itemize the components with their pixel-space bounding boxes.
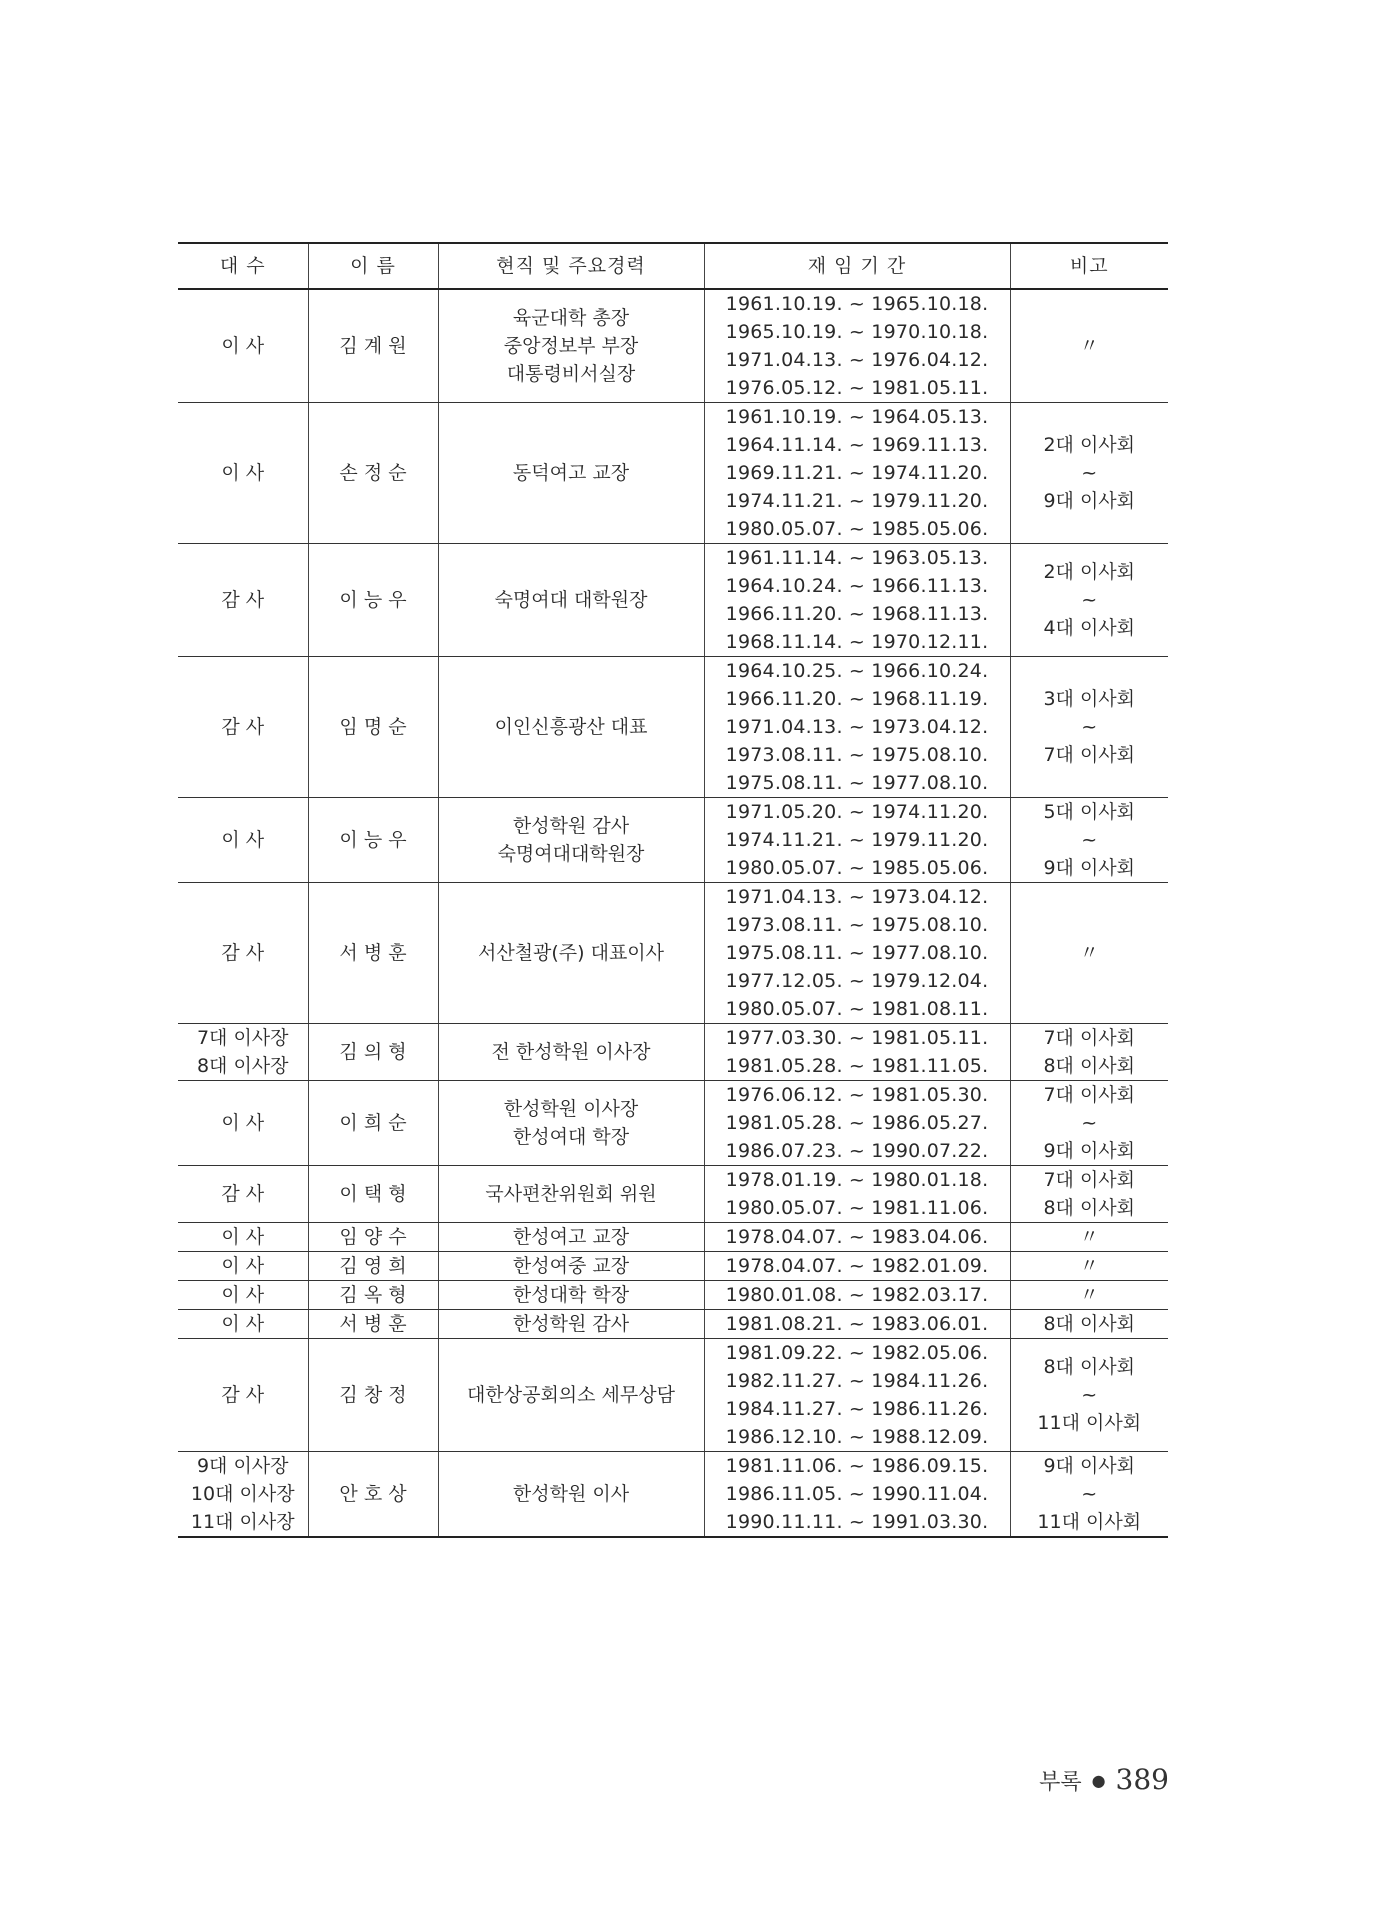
term-line: 1984.11.27. ~ 1986.11.26. (725, 1398, 989, 1420)
term-line: 1980.01.08. ~ 1982.03.17. (725, 1284, 989, 1306)
career-line: 동덕여고 교장 (512, 462, 630, 484)
note-line: 8대 이사회 (1043, 1055, 1136, 1077)
cell-rank (178, 289, 308, 403)
term-line: 1981.11.06. ~ 1986.09.15. (725, 1455, 989, 1477)
cell-name (308, 798, 438, 883)
cell-note (1010, 289, 1168, 403)
cell-rank (178, 1452, 308, 1538)
rank-line: 감 사 (221, 942, 265, 964)
career-line: 전 한성학원 이사장 (491, 1041, 651, 1063)
career-line: 서산철광(주) 대표이사 (477, 942, 665, 964)
cell-term (704, 403, 1010, 544)
table-header (178, 243, 1168, 289)
rank-line: 이 사 (221, 829, 265, 851)
note-line: 〃 (1079, 942, 1099, 964)
table-row (178, 1223, 1168, 1252)
term-line: 1976.06.12. ~ 1981.05.30. (725, 1084, 989, 1106)
note-line: 11대 이사회 (1037, 1412, 1142, 1434)
career-line: 국사편찬위원회 위원 (485, 1183, 657, 1205)
term-line: 1978.04.07. ~ 1983.04.06. (725, 1226, 989, 1248)
note-line: ~ (1081, 829, 1098, 851)
rank-line: 8대 이사장 (196, 1055, 289, 1077)
term-line: 1976.05.12. ~ 1981.05.11. (725, 377, 989, 399)
term-line: 1974.11.21. ~ 1979.11.20. (725, 490, 989, 512)
note-line: ~ (1081, 1483, 1098, 1505)
career-line: 숙명여대대학원장 (497, 843, 645, 865)
career-line: 중앙정보부 부장 (503, 335, 639, 357)
person-name: 안 호 상 (339, 1483, 407, 1505)
table-row (178, 544, 1168, 657)
career-line: 한성학원 감사 (512, 815, 630, 837)
cell-career (438, 1281, 704, 1310)
rank-line: 이 사 (221, 1284, 265, 1306)
header-rank: 대 수 (178, 243, 308, 289)
note-line: ~ (1081, 462, 1098, 484)
term-line: 1982.11.27. ~ 1984.11.26. (725, 1370, 989, 1392)
cell-name (308, 1281, 438, 1310)
cell-rank (178, 1166, 308, 1223)
note-line: 2대 이사회 (1043, 434, 1136, 456)
term-line: 1973.08.11. ~ 1975.08.10. (725, 744, 989, 766)
career-line: 한성대학 학장 (512, 1284, 630, 1306)
person-name: 서 병 훈 (339, 942, 407, 964)
term-line: 1961.10.19. ~ 1965.10.18. (725, 293, 989, 315)
table-row (178, 1252, 1168, 1281)
rank-line: 이 사 (221, 1112, 265, 1134)
cell-name (308, 1223, 438, 1252)
term-line: 1969.11.21. ~ 1974.11.20. (725, 462, 989, 484)
table-row (178, 1281, 1168, 1310)
note-line: 〃 (1079, 1284, 1099, 1306)
cell-term (704, 1252, 1010, 1281)
note-line: 4대 이사회 (1043, 617, 1136, 639)
term-line: 1981.08.21. ~ 1983.06.01. (725, 1313, 989, 1335)
cell-note (1010, 883, 1168, 1024)
person-name: 김 계 원 (339, 335, 407, 357)
cell-rank (178, 1339, 308, 1452)
cell-rank (178, 1223, 308, 1252)
cell-note (1010, 1081, 1168, 1166)
cell-name (308, 544, 438, 657)
term-line: 1981.05.28. ~ 1981.11.05. (725, 1055, 989, 1077)
term-line: 1978.04.07. ~ 1982.01.09. (725, 1255, 989, 1277)
note-line: 9대 이사회 (1043, 857, 1136, 879)
cell-career (438, 1339, 704, 1452)
note-line: 8대 이사회 (1043, 1313, 1136, 1335)
table-body (178, 289, 1168, 1537)
note-line: 5대 이사회 (1043, 801, 1136, 823)
note-line: 2대 이사회 (1043, 561, 1136, 583)
cell-name (308, 1081, 438, 1166)
header-note: 비고 (1010, 243, 1168, 289)
term-line: 1968.11.14. ~ 1970.12.11. (725, 631, 989, 653)
header-career: 현직 및 주요경력 (438, 243, 704, 289)
term-line: 1971.04.13. ~ 1976.04.12. (725, 349, 989, 371)
term-line: 1975.08.11. ~ 1977.08.10. (725, 942, 989, 964)
cell-term (704, 1452, 1010, 1538)
cell-term (704, 1281, 1010, 1310)
person-name: 손 정 순 (339, 462, 407, 484)
cell-rank (178, 798, 308, 883)
term-line: 1977.03.30. ~ 1981.05.11. (725, 1027, 989, 1049)
cell-rank (178, 544, 308, 657)
term-line: 1964.11.14. ~ 1969.11.13. (725, 434, 989, 456)
note-line: 7대 이사회 (1043, 1169, 1136, 1191)
rank-line: 7대 이사장 (196, 1027, 289, 1049)
note-line: ~ (1081, 716, 1098, 738)
term-line: 1975.08.11. ~ 1977.08.10. (725, 772, 989, 794)
officers-table (178, 242, 1168, 1538)
cell-term (704, 1166, 1010, 1223)
rank-line: 9대 이사장 (196, 1455, 289, 1477)
career-line: 한성여중 교장 (512, 1255, 630, 1277)
cell-rank (178, 657, 308, 798)
cell-note (1010, 544, 1168, 657)
career-line: 한성학원 감사 (512, 1313, 630, 1335)
rank-line: 감 사 (221, 1183, 265, 1205)
cell-career (438, 1252, 704, 1281)
cell-career (438, 1166, 704, 1223)
cell-note (1010, 1024, 1168, 1081)
rank-line: 감 사 (221, 716, 265, 738)
term-line: 1971.04.13. ~ 1973.04.12. (725, 886, 989, 908)
rank-line: 감 사 (221, 1384, 265, 1406)
note-line: 11대 이사회 (1037, 1511, 1142, 1533)
person-name: 김 옥 형 (339, 1284, 407, 1306)
cell-career (438, 798, 704, 883)
cell-note (1010, 1310, 1168, 1339)
cell-term (704, 1310, 1010, 1339)
table-row (178, 883, 1168, 1024)
rank-line: 이 사 (221, 335, 265, 357)
note-line: 3대 이사회 (1043, 688, 1136, 710)
bullet-icon: ● (1091, 1771, 1106, 1790)
cell-term (704, 289, 1010, 403)
person-name: 김 창 정 (339, 1384, 407, 1406)
table-row (178, 657, 1168, 798)
note-line: ~ (1081, 589, 1098, 611)
term-line: 1966.11.20. ~ 1968.11.13. (725, 603, 989, 625)
cell-rank (178, 1081, 308, 1166)
career-line: 대통령비서실장 (506, 363, 636, 385)
cell-note (1010, 1223, 1168, 1252)
person-name: 이 택 형 (339, 1183, 407, 1205)
term-line: 1980.05.07. ~ 1985.05.06. (725, 857, 989, 879)
cell-career (438, 1223, 704, 1252)
header-name: 이 름 (308, 243, 438, 289)
rank-line: 11대 이사장 (190, 1511, 295, 1533)
cell-career (438, 403, 704, 544)
note-line: 7대 이사회 (1043, 1027, 1136, 1049)
cell-term (704, 1024, 1010, 1081)
career-line: 한성학원 이사장 (503, 1098, 639, 1120)
note-line: 7대 이사회 (1043, 744, 1136, 766)
cell-name (308, 1452, 438, 1538)
career-line: 한성학원 이사 (512, 1483, 630, 1505)
person-name: 김 영 희 (339, 1255, 407, 1277)
person-name: 서 병 훈 (339, 1313, 407, 1335)
cell-career (438, 883, 704, 1024)
table-row (178, 1452, 1168, 1538)
note-line: 7대 이사회 (1043, 1084, 1136, 1106)
note-line: 8대 이사회 (1043, 1197, 1136, 1219)
note-line: 8대 이사회 (1043, 1356, 1136, 1378)
rank-line: 10대 이사장 (190, 1483, 295, 1505)
cell-term (704, 1081, 1010, 1166)
table-row (178, 1166, 1168, 1223)
rank-line: 이 사 (221, 462, 265, 484)
cell-career (438, 1452, 704, 1538)
cell-note (1010, 403, 1168, 544)
cell-term (704, 798, 1010, 883)
career-line: 육군대학 총장 (512, 307, 630, 329)
term-line: 1977.12.05. ~ 1979.12.04. (725, 970, 989, 992)
term-line: 1961.10.19. ~ 1964.05.13. (725, 406, 989, 428)
cell-term (704, 883, 1010, 1024)
note-line: 9대 이사회 (1043, 1455, 1136, 1477)
cell-name (308, 657, 438, 798)
table-row (178, 289, 1168, 403)
cell-note (1010, 1252, 1168, 1281)
cell-note (1010, 1339, 1168, 1452)
cell-name (308, 1339, 438, 1452)
note-line: 9대 이사회 (1043, 1140, 1136, 1162)
note-line: 〃 (1079, 1226, 1099, 1248)
term-line: 1965.10.19. ~ 1970.10.18. (725, 321, 989, 343)
term-line: 1980.05.07. ~ 1985.05.06. (725, 518, 989, 540)
term-line: 1964.10.24. ~ 1966.11.13. (725, 575, 989, 597)
person-name: 임 명 순 (339, 716, 407, 738)
term-line: 1974.11.21. ~ 1979.11.20. (725, 829, 989, 851)
term-line: 1964.10.25. ~ 1966.10.24. (725, 660, 989, 682)
term-line: 1990.11.11. ~ 1991.03.30. (725, 1511, 989, 1533)
table-row (178, 403, 1168, 544)
term-line: 1971.05.20. ~ 1974.11.20. (725, 801, 989, 823)
cell-name (308, 1252, 438, 1281)
term-line: 1980.05.07. ~ 1981.08.11. (725, 998, 989, 1020)
cell-note (1010, 1452, 1168, 1538)
term-line: 1973.08.11. ~ 1975.08.10. (725, 914, 989, 936)
cell-term (704, 1223, 1010, 1252)
cell-rank (178, 1310, 308, 1339)
term-line: 1980.05.07. ~ 1981.11.06. (725, 1197, 989, 1219)
cell-rank (178, 1024, 308, 1081)
rank-line: 이 사 (221, 1313, 265, 1335)
term-line: 1986.12.10. ~ 1988.12.09. (725, 1426, 989, 1448)
cell-career (438, 657, 704, 798)
cell-career (438, 289, 704, 403)
header-row (178, 243, 1168, 289)
person-name: 임 양 수 (339, 1226, 407, 1248)
rank-line: 이 사 (221, 1255, 265, 1277)
person-name: 이 희 순 (339, 1112, 407, 1134)
cell-note (1010, 1166, 1168, 1223)
cell-note (1010, 1281, 1168, 1310)
career-line: 대한상공회의소 세무상담 (467, 1384, 675, 1406)
person-name: 김 의 형 (339, 1041, 407, 1063)
career-line: 한성여고 교장 (512, 1226, 630, 1248)
term-line: 1961.11.14. ~ 1963.05.13. (725, 547, 989, 569)
page-footer (1039, 1763, 1169, 1796)
note-line: 〃 (1079, 335, 1099, 357)
person-name: 이 능 우 (339, 829, 407, 851)
table-row (178, 1310, 1168, 1339)
term-line: 1981.09.22. ~ 1982.05.06. (725, 1342, 989, 1364)
page-number: 389 (1115, 1763, 1169, 1796)
table-row (178, 798, 1168, 883)
cell-career (438, 1310, 704, 1339)
person-name: 이 능 우 (339, 589, 407, 611)
note-line: 〃 (1079, 1255, 1099, 1277)
note-line: ~ (1081, 1112, 1098, 1134)
cell-name (308, 1024, 438, 1081)
table-row (178, 1339, 1168, 1452)
cell-term (704, 657, 1010, 798)
career-line: 이인신흥광산 대표 (494, 716, 648, 738)
term-line: 1966.11.20. ~ 1968.11.19. (725, 688, 989, 710)
cell-name (308, 403, 438, 544)
term-line: 1981.05.28. ~ 1986.05.27. (725, 1112, 989, 1134)
cell-name (308, 883, 438, 1024)
rank-line: 이 사 (221, 1226, 265, 1248)
term-line: 1986.07.23. ~ 1990.07.22. (725, 1140, 989, 1162)
term-line: 1978.01.19. ~ 1980.01.18. (725, 1169, 989, 1191)
cell-name (308, 289, 438, 403)
cell-note (1010, 657, 1168, 798)
table-row (178, 1024, 1168, 1081)
rank-line: 감 사 (221, 589, 265, 611)
cell-note (1010, 798, 1168, 883)
cell-rank (178, 883, 308, 1024)
cell-career (438, 1081, 704, 1166)
cell-name (308, 1166, 438, 1223)
cell-career (438, 544, 704, 657)
cell-term (704, 1339, 1010, 1452)
table-row (178, 1081, 1168, 1166)
cell-rank (178, 403, 308, 544)
note-line: ~ (1081, 1384, 1098, 1406)
cell-name (308, 1310, 438, 1339)
header-term: 재 임 기 간 (704, 243, 1010, 289)
cell-term (704, 544, 1010, 657)
note-line: 9대 이사회 (1043, 490, 1136, 512)
footer-section-label: 부록 (1039, 1770, 1082, 1795)
cell-career (438, 1024, 704, 1081)
term-line: 1986.11.05. ~ 1990.11.04. (725, 1483, 989, 1505)
career-line: 한성여대 학장 (512, 1126, 630, 1148)
career-line: 숙명여대 대학원장 (494, 589, 648, 611)
cell-rank (178, 1252, 308, 1281)
cell-rank (178, 1281, 308, 1310)
term-line: 1971.04.13. ~ 1973.04.12. (725, 716, 989, 738)
